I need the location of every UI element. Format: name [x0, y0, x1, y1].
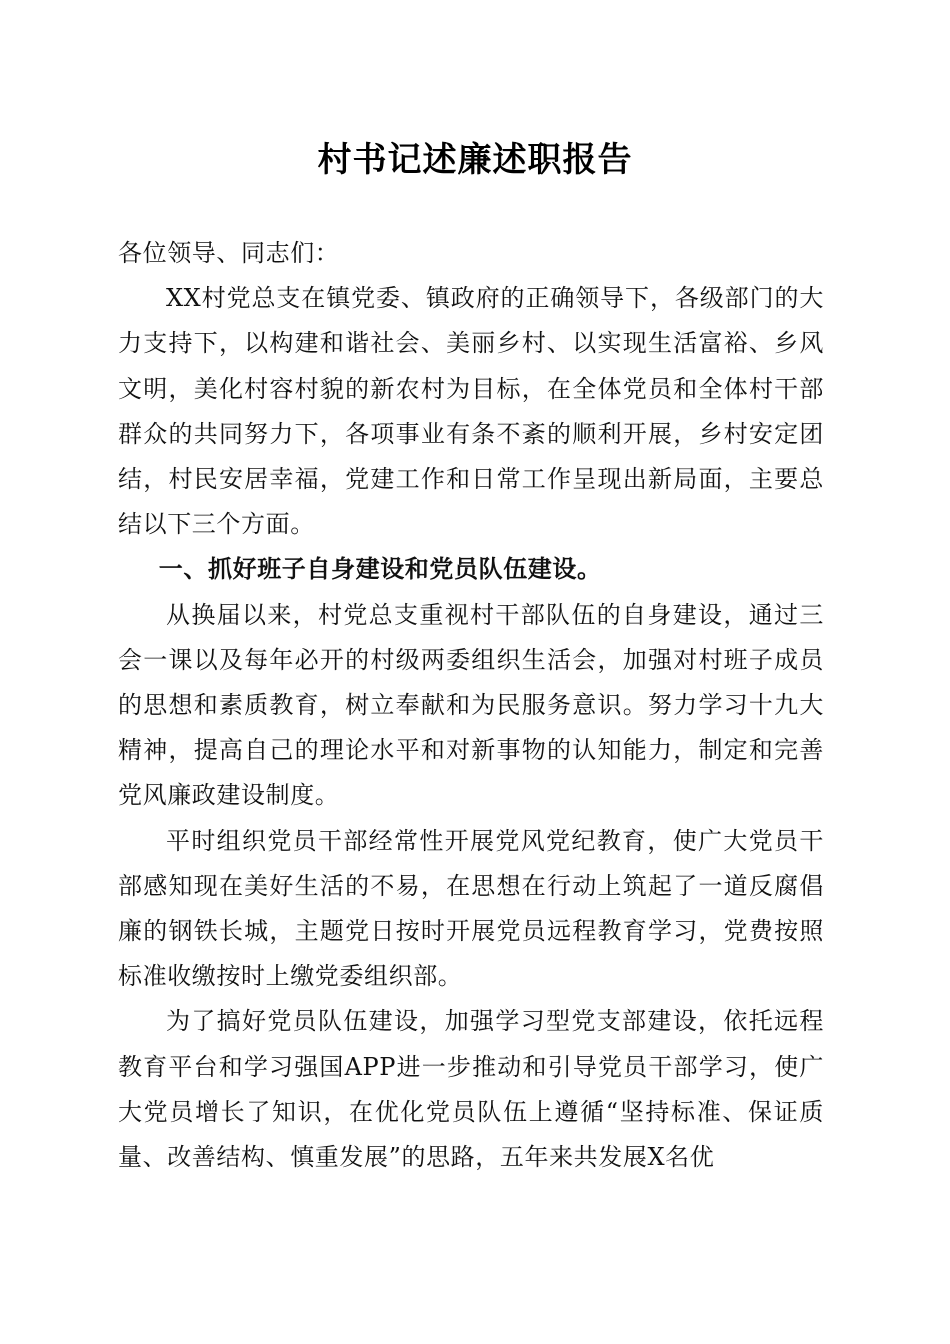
- document-title: 村书记述廉述职报告: [317, 140, 633, 180]
- paragraph-intro: XX村党总支在镇党委、镇政府的正确领导下，各级部门的大力支持下，以构建和谐社会、美丽乡村、以实现生活富裕、乡风文明，美化村容村貌的新农村为目标，在全体党员和全体村干部群众的共同努力下，各项事业有条不紊的顺利开展，乡村安定团结，村民安居幸福，党建工作和日常工作呈现出新局面，主要总结以下三个方面。: [118, 284, 824, 539]
- document-body: [118, 231, 824, 1180]
- greeting: 各位领导、同志们：: [118, 239, 340, 267]
- section-heading-1: 一、抓好班子自身建设和党员队伍建设。: [158, 555, 602, 584]
- paragraph-discipline-education: 平时组织党员干部经常性开展党风党纪教育，使广大党员干部感知现在美好生活的不易，在思想在行动上筑起了一道反腐倡廉的钢铁长城，主题党日按时开展党员远程教育学习，党费按照标准收缴按时上缴党委组织部。: [118, 826, 824, 991]
- paragraph-member-development: 为了搞好党员队伍建设，加强学习型党支部建设，依托远程教育平台和学习强国APP进一步推动和引导党员干部学习，使广大党员增长了知识，在优化党员队伍上遵循“坚持标准、保证质量、改善结构、慎重发展”的思路，五年来共发展X名优: [118, 1007, 824, 1172]
- paragraph-team-building: 从换届以来，村党总支重视村干部队伍的自身建设，通过三会一课以及每年必开的村级两委组织生活会，加强对村班子成员的思想和素质教育，树立奉献和为民服务意识。努力学习十九大精神，提高自己的理论水平和对新事物的认知能力，制定和完善党风廉政建设制度。: [118, 600, 824, 810]
